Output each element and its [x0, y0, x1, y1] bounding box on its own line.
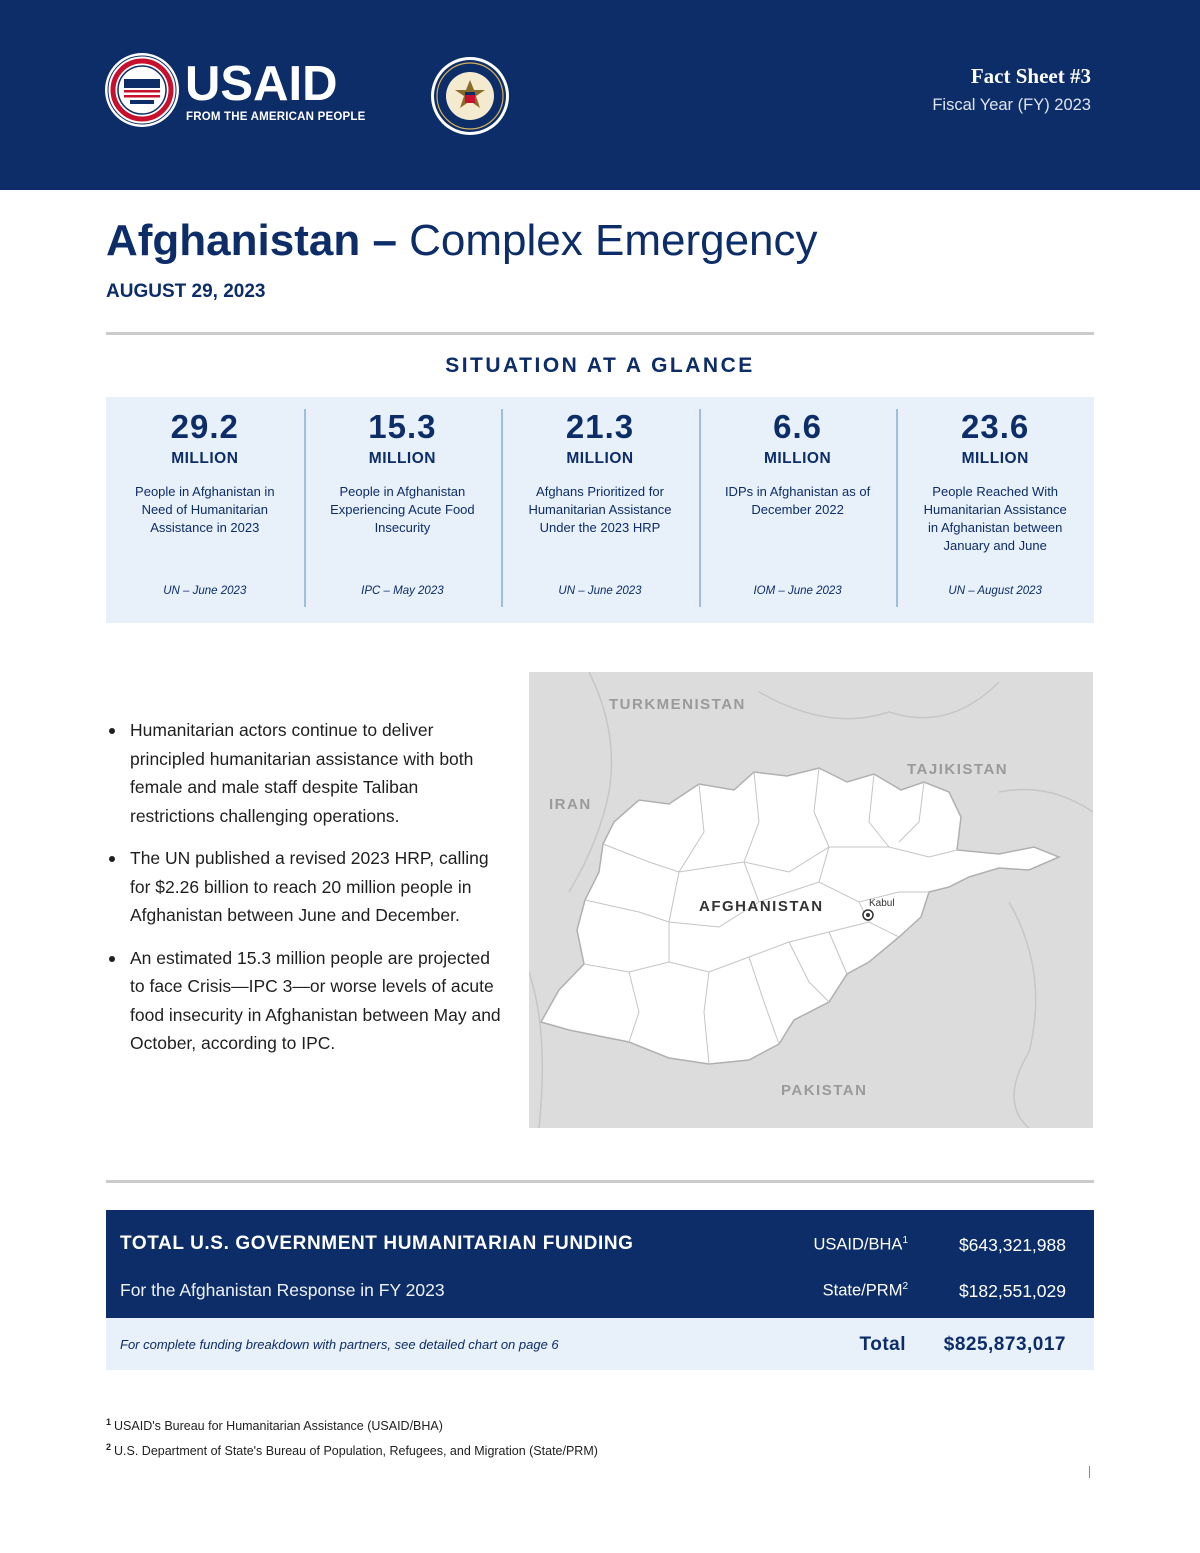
fact-sheet-number: Fact Sheet #3 [970, 64, 1091, 88]
divider-bottom [106, 1180, 1094, 1183]
stat-description: IDPs in Afghanistan as of December 2022 [724, 484, 871, 518]
stat-source: IPC – May 2023 [361, 585, 444, 597]
state-department-seal-icon [430, 56, 510, 136]
map-label-kabul: Kabul [869, 898, 895, 909]
stat-description: People in Afghanistan Experiencing Acute Food Insecurity [330, 484, 475, 536]
fiscal-year: Fiscal Year (FY) 2023 [932, 96, 1091, 114]
glance-heading: SITUATION AT A GLANCE [445, 354, 755, 377]
key-point: The UN published a revised 2023 HRP, calling for $2.26 billion to reach 20 million people in Afghanistan between June and December. [106, 844, 501, 930]
funding-agency-state [823, 1281, 908, 1301]
footnote [106, 1417, 598, 1433]
funding-amount-state: $182,551,029 [958, 1281, 1066, 1301]
stat-description: Afghans Prioritized for Humanitarian Assistance Under the 2023 HRP [528, 484, 672, 536]
stat-description: People Reached With Humanitarian Assistance in Afghanistan between January and June [923, 484, 1067, 554]
agency-footnote-ref: 1 [902, 1235, 908, 1246]
funding-total-label: Total [859, 1334, 906, 1355]
footnotes [106, 1417, 598, 1467]
agency-footnote-ref: 2 [902, 1281, 908, 1292]
map-label-iran: IRAN [549, 796, 592, 813]
footnote-text: USAID's Bureau for Humanitarian Assistance (USAID/BHA) [114, 1419, 443, 1434]
stat-prioritized [501, 397, 699, 623]
stat-unit: MILLION [171, 450, 239, 468]
page-title-subject: Complex Emergency [409, 216, 818, 265]
stat-source: UN – June 2023 [558, 585, 642, 597]
stat-unit: MILLION [961, 450, 1029, 468]
usaid-logo-text: USAID [185, 57, 338, 111]
footnote [106, 1442, 598, 1458]
header-band [0, 0, 1200, 190]
funding-title: TOTAL U.S. GOVERNMENT HUMANITARIAN FUNDING [120, 1233, 634, 1254]
funding-total-amount: $825,873,017 [943, 1334, 1066, 1355]
stat-idps [699, 397, 897, 623]
page-title-country: Afghanistan – [106, 216, 397, 265]
key-point: An estimated 15.3 million people are projected to face Crisis—IPC 3—or worse levels of acute food insecurity in Afghanistan between May and October, according to IPC. [106, 944, 501, 1058]
stat-unit: MILLION [368, 450, 436, 468]
agency-name: USAID/BHA [813, 1235, 903, 1254]
stat-people-in-need [106, 397, 304, 623]
divider-top [106, 332, 1094, 335]
stat-number: 23.6 [961, 408, 1030, 445]
stat-unit: MILLION [566, 450, 634, 468]
afghanistan-map [529, 672, 1093, 1128]
stat-number: 29.2 [170, 408, 239, 445]
usaid-seal-icon [104, 52, 180, 128]
agency-name: State/PRM [822, 1281, 903, 1300]
afghanistan-shape [541, 768, 1059, 1064]
key-points-list [106, 716, 501, 1072]
funding-subtitle: For the Afghanistan Response in FY 2023 [120, 1280, 445, 1300]
footnote-text: U.S. Department of State's Bureau of Population, Refugees, and Migration (State/PRM) [114, 1444, 598, 1459]
glance-panel [106, 397, 1094, 623]
funding-amount-usaid: $643,321,988 [958, 1235, 1066, 1255]
stat-description: People in Afghanistan in Need of Humanitarian Assistance in 2023 [135, 484, 275, 536]
stat-food-insecurity [304, 397, 502, 623]
page-title [106, 216, 818, 266]
stat-unit: MILLION [763, 450, 832, 468]
stat-number: 6.6 [773, 408, 823, 445]
map-label-turkmenistan: TURKMENISTAN [609, 696, 746, 713]
map-label-tajikistan: TAJIKISTAN [907, 761, 1009, 778]
funding-header [106, 1210, 1094, 1318]
stat-number: 21.3 [565, 408, 635, 445]
stat-source: UN – August 2023 [948, 585, 1042, 597]
stat-number: 15.3 [368, 408, 437, 445]
funding-note: For complete funding breakdown with partners, see detailed chart on page 6 [120, 1337, 559, 1352]
page-date: AUGUST 29, 2023 [106, 281, 266, 302]
page-marker [1089, 1466, 1090, 1478]
funding-agency-usaid [814, 1235, 909, 1255]
footnote-number: 1 [106, 1417, 112, 1427]
usaid-logo-tagline: FROM THE AMERICAN PEOPLE [186, 111, 366, 123]
map-label-pakistan: PAKISTAN [781, 1082, 868, 1099]
funding-box [106, 1210, 1094, 1370]
stat-source: IOM – June 2023 [753, 585, 842, 597]
key-point: Humanitarian actors continue to deliver principled humanitarian assistance with both female and male staff despite Taliban restrictions challenging operations. [106, 716, 501, 830]
footnote-number: 2 [106, 1442, 112, 1453]
map-label-afghanistan: AFGHANISTAN [699, 898, 824, 915]
stat-people-reached [896, 397, 1094, 623]
stat-source: UN – June 2023 [163, 585, 247, 597]
funding-total-row [106, 1318, 1094, 1370]
